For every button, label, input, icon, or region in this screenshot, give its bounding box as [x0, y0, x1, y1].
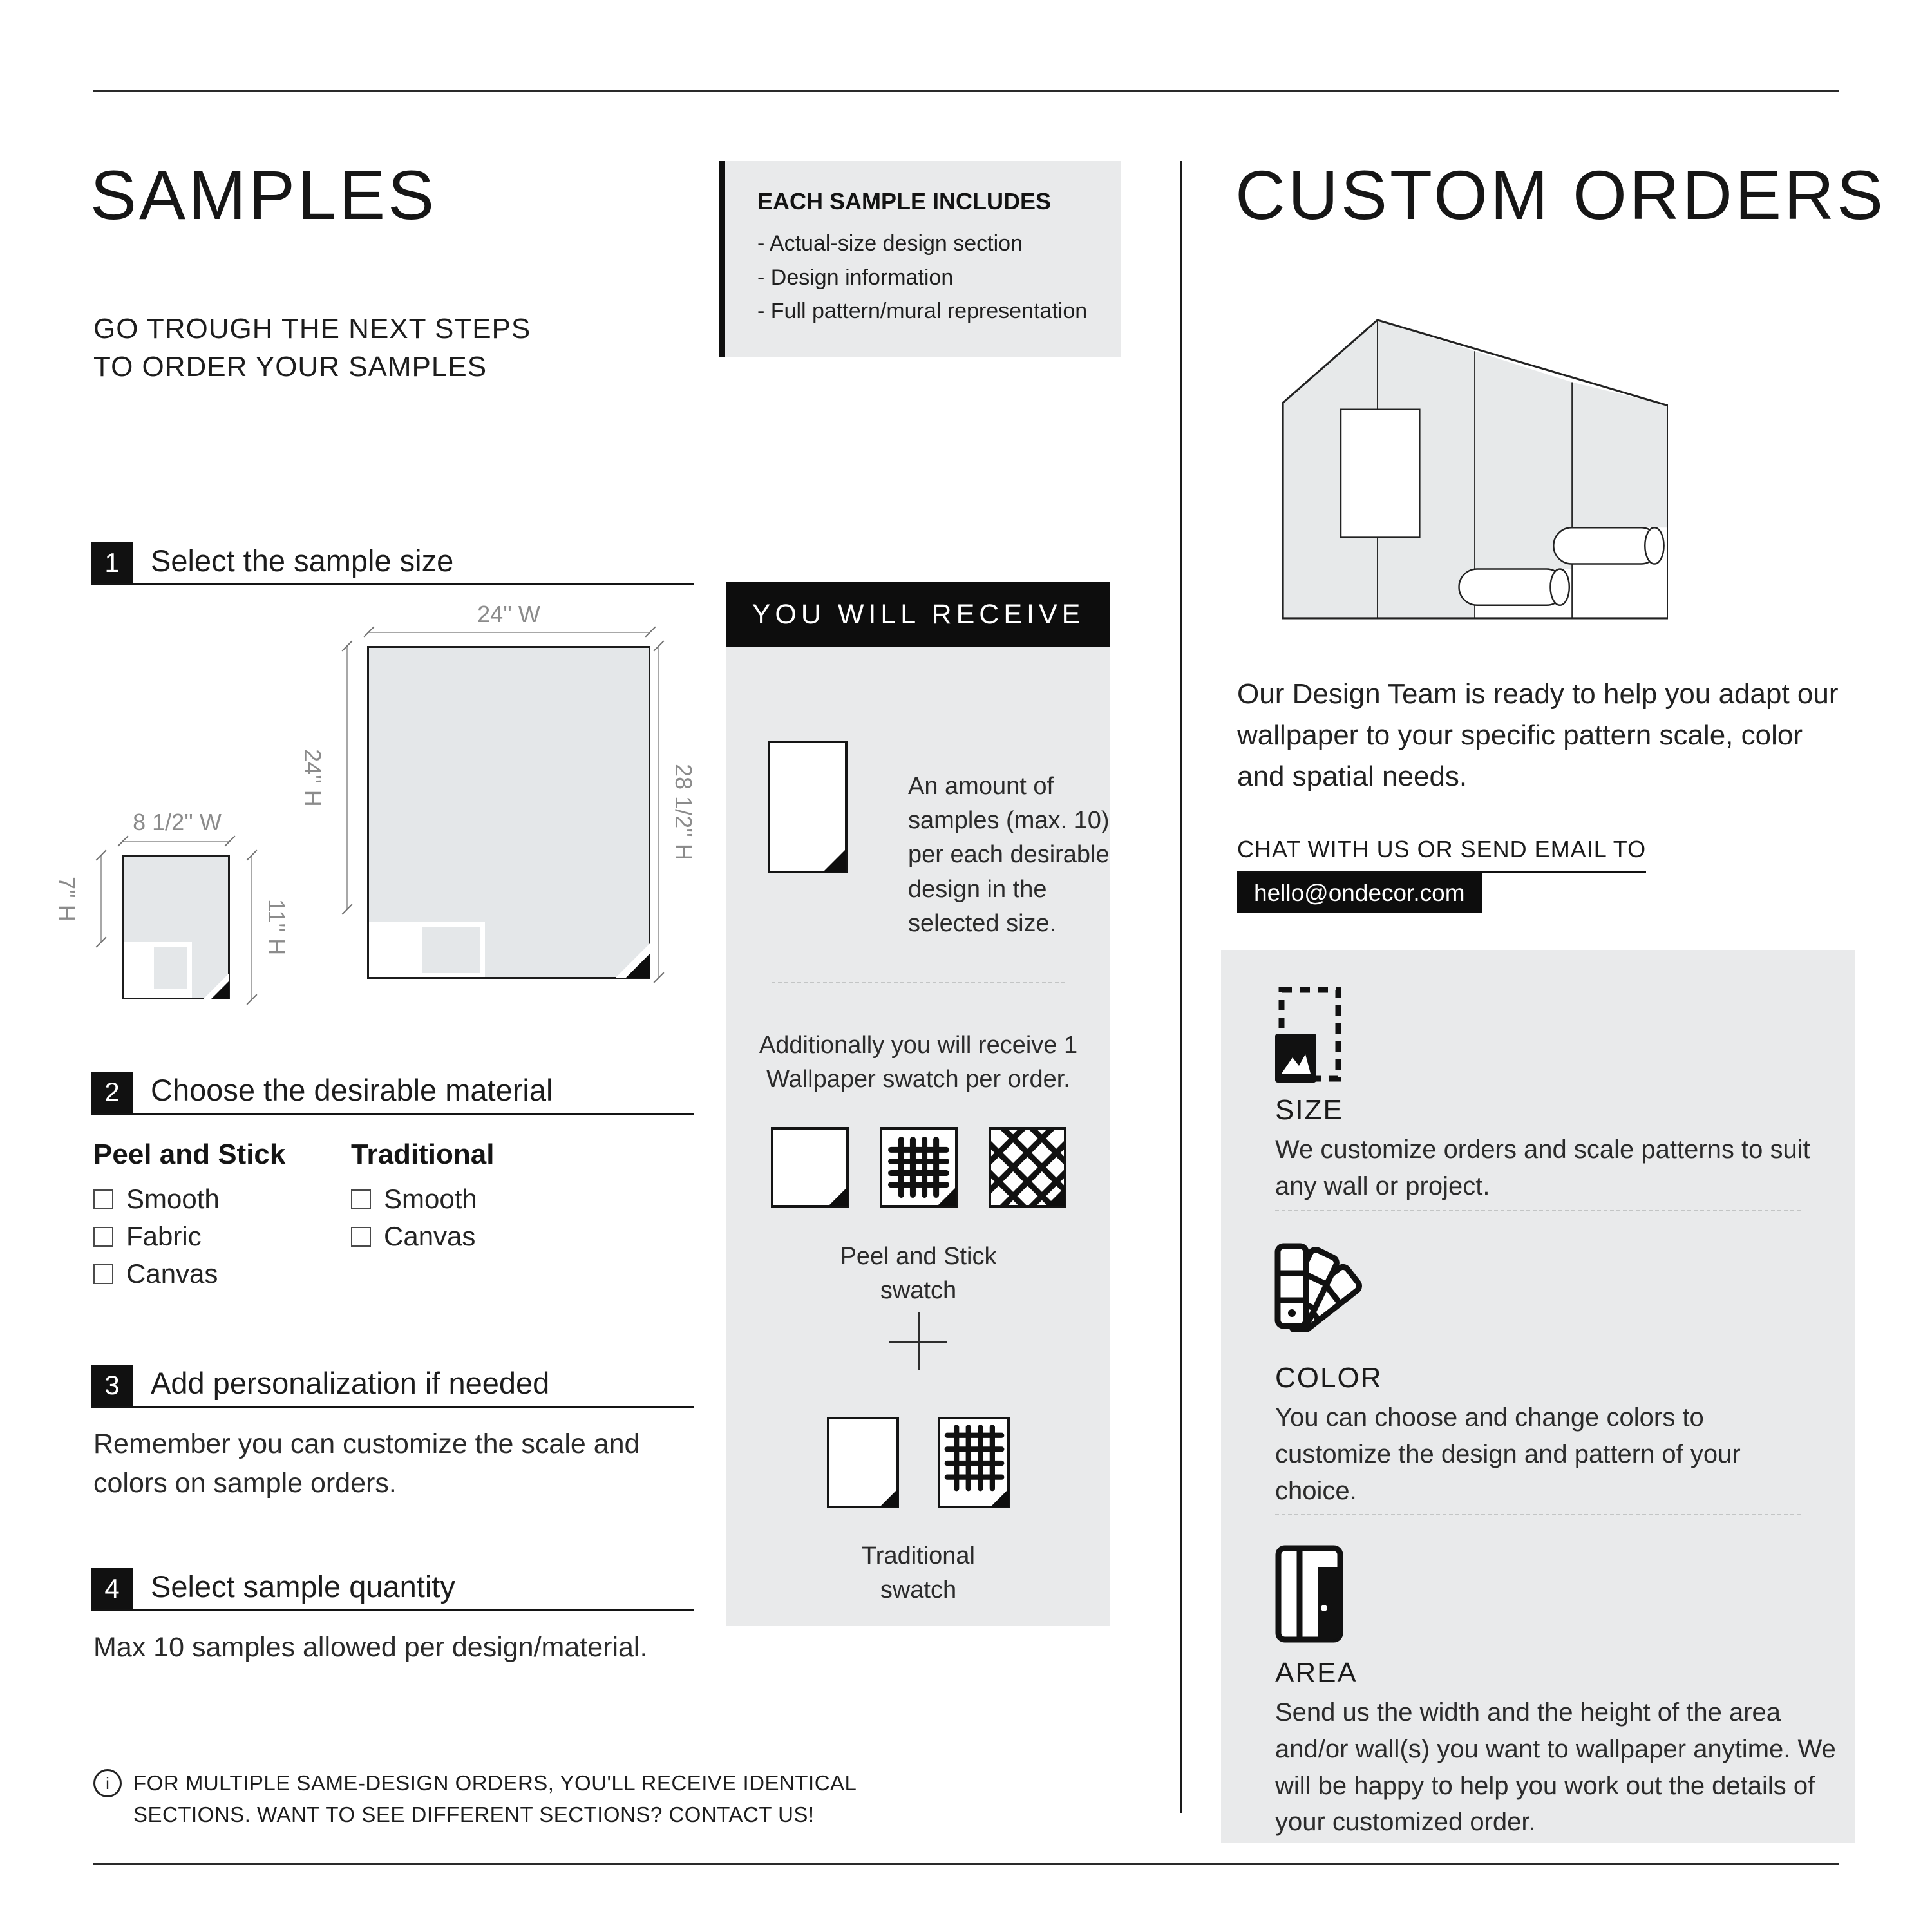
plus-icon: [889, 1312, 947, 1370]
size-body: We customize orders and scale patterns to suit any wall or project.: [1275, 1135, 1810, 1200]
checkbox-peel-smooth[interactable]: [93, 1189, 113, 1209]
step-4-label: Select sample quantity: [151, 1569, 455, 1604]
traditional-title: Traditional: [351, 1139, 495, 1170]
checkbox-label: Canvas: [126, 1258, 218, 1289]
large-sample-width-dim-line: [368, 632, 650, 633]
large-sample-left-height-label: 24'' H: [299, 748, 326, 807]
page-fold-corner-icon: [823, 849, 846, 872]
peel-swatch-row: [726, 1127, 1110, 1208]
small-sample-left-dim-line: [100, 855, 102, 942]
color-body: You can choose and change colors to customize the design and pattern of your choice.: [1275, 1403, 1741, 1505]
color-heading: COLOR: [1275, 1362, 1383, 1394]
window: [1341, 410, 1419, 538]
custom-orders-panel: [1221, 950, 1855, 1843]
large-sample-fold-corner: [625, 954, 650, 978]
you-will-receive-banner: [726, 582, 1110, 647]
material-option-row: [93, 1184, 220, 1215]
swatch-fold-corner: [990, 1489, 1009, 1507]
includes-item: - Design information: [757, 261, 1095, 295]
swatch-fold-corner: [828, 1187, 848, 1206]
step-4-number: 4: [91, 1568, 133, 1609]
step-1-number: 1: [91, 542, 133, 583]
large-sample-width-label: 24'' W: [477, 601, 540, 627]
step-2-number: 2: [91, 1072, 133, 1113]
house-wallpaper-illustration: [1282, 317, 1668, 620]
step-2-label: Choose the desirable material: [151, 1073, 553, 1107]
wallpaper-roll: [1459, 569, 1569, 605]
checkbox-label: Smooth: [126, 1184, 220, 1214]
material-option-row: [93, 1221, 202, 1252]
checkbox-peel-canvas[interactable]: [93, 1264, 113, 1284]
step-1-label: Select the sample size: [151, 544, 454, 578]
sample-page-icon: [768, 741, 848, 873]
small-sample-left-height-label: 7'' H: [53, 876, 80, 922]
peel-swatch-label: Peel and Stick swatch: [840, 1243, 997, 1305]
additional-swatch-text: Additionally you will receive 1 Wallpaper swatch per order.: [759, 1032, 1078, 1094]
color-swatches-icon: [1273, 1241, 1369, 1332]
step-2-header: [91, 1069, 694, 1115]
area-door-icon: [1275, 1545, 1343, 1643]
includes-title: EACH SAMPLE INCLUDES: [757, 188, 1052, 214]
step-3-description: Remember you can customize the scale and colors on sample orders.: [93, 1428, 640, 1499]
material-option-row: [351, 1221, 475, 1252]
banner-text: YOU WILL RECEIVE: [752, 598, 1085, 630]
samples-title: SAMPLES: [90, 156, 437, 234]
small-sample-fold-corner: [211, 981, 229, 999]
checkbox-peel-fabric[interactable]: [93, 1227, 113, 1247]
includes-item: - Actual-size design section: [757, 227, 1095, 261]
swatch-fold-corner: [880, 1489, 898, 1507]
large-sample-swatch: [367, 646, 650, 979]
area-body: Send us the width and the height of the area and/or wall(s) you want to wallpaper anytime. We will be happy to help you work out the details of your customized order.: [1275, 1698, 1836, 1837]
blank-swatch-icon: [827, 1417, 899, 1508]
column-divider: [1180, 161, 1182, 1813]
small-sample-right-height-label: 11'' H: [263, 899, 290, 956]
footnote-text: FOR MULTIPLE SAME-DESIGN ORDERS, YOU'LL RECEIVE IDENTICAL SECTIONS. WANT TO SEE DIFFERENT SECTIONS? CONTACT US!: [133, 1771, 857, 1826]
bottom-rule: [93, 1863, 1839, 1865]
small-sample-width-dim-line: [122, 841, 230, 842]
info-icon: i: [93, 1769, 122, 1797]
step-3-header: [91, 1362, 694, 1408]
wallpaper-roll: [1553, 527, 1663, 564]
large-sample-inner-square: [422, 927, 480, 973]
each-sample-includes-box: [719, 161, 1121, 357]
dashed-divider: [1275, 1210, 1801, 1211]
custom-orders-title: CUSTOM ORDERS: [1235, 156, 1886, 234]
checkbox-label: Smooth: [384, 1184, 477, 1214]
material-option-row: [351, 1184, 477, 1215]
step-1-header: [91, 540, 694, 585]
blank-swatch-icon: [771, 1127, 849, 1208]
custom-intro-text: Our Design Team is ready to help you adapt our wallpaper to your specific pattern scale, color and spatial needs.: [1237, 678, 1839, 792]
large-sample-left-dim-line: [346, 646, 348, 909]
small-sample-right-dim-line: [251, 855, 252, 999]
includes-item: - Full pattern/mural representation: [757, 294, 1109, 328]
top-rule: [93, 90, 1839, 92]
crosshatch-swatch-icon: [989, 1127, 1066, 1208]
size-crop-icon: [1275, 986, 1342, 1083]
swatch-fold-corner: [1046, 1187, 1065, 1206]
traditional-swatch-row: [726, 1417, 1110, 1508]
checkbox-traditional-canvas[interactable]: [351, 1227, 371, 1247]
checkbox-traditional-smooth[interactable]: [351, 1189, 371, 1209]
step-3-label: Add personalization if needed: [151, 1366, 550, 1400]
step-4-header: [91, 1566, 694, 1611]
peel-and-stick-title: Peel and Stick: [93, 1139, 286, 1170]
chat-label: CHAT WITH US OR SEND EMAIL TO: [1237, 836, 1646, 873]
material-option-row: [93, 1258, 218, 1289]
checkbox-label: Fabric: [126, 1221, 202, 1251]
dashed-divider: [772, 982, 1065, 983]
area-heading: AREA: [1275, 1657, 1358, 1689]
email-link[interactable]: hello@ondecor.com: [1237, 873, 1482, 913]
large-sample-right-height-label: 28 1/2'' H: [670, 763, 697, 860]
grid-swatch-icon: [938, 1417, 1010, 1508]
grid-swatch-icon: [880, 1127, 958, 1208]
you-will-receive-panel: [726, 647, 1110, 1626]
size-heading: SIZE: [1275, 1094, 1343, 1126]
samples-amount-text: An amount of samples (max. 10) per each desirable design in the selected size.: [908, 773, 1110, 937]
large-sample-right-dim-line: [658, 646, 659, 978]
small-sample-swatch: [122, 855, 230, 999]
traditional-swatch-label: Traditional swatch: [861, 1542, 975, 1604]
checkbox-label: Canvas: [384, 1221, 476, 1251]
small-sample-width-label: 8 1/2'' W: [133, 809, 222, 835]
footnote-row: [93, 1768, 932, 1831]
swatch-fold-corner: [937, 1187, 956, 1206]
step-4-description: Max 10 samples allowed per design/material.: [93, 1632, 648, 1663]
step-3-number: 3: [91, 1365, 133, 1406]
small-sample-inner-square: [154, 947, 187, 989]
dashed-divider: [1275, 1514, 1801, 1515]
samples-subtitle: GO TROUGH THE NEXT STEPS TO ORDER YOUR SAMPLES: [93, 313, 531, 383]
